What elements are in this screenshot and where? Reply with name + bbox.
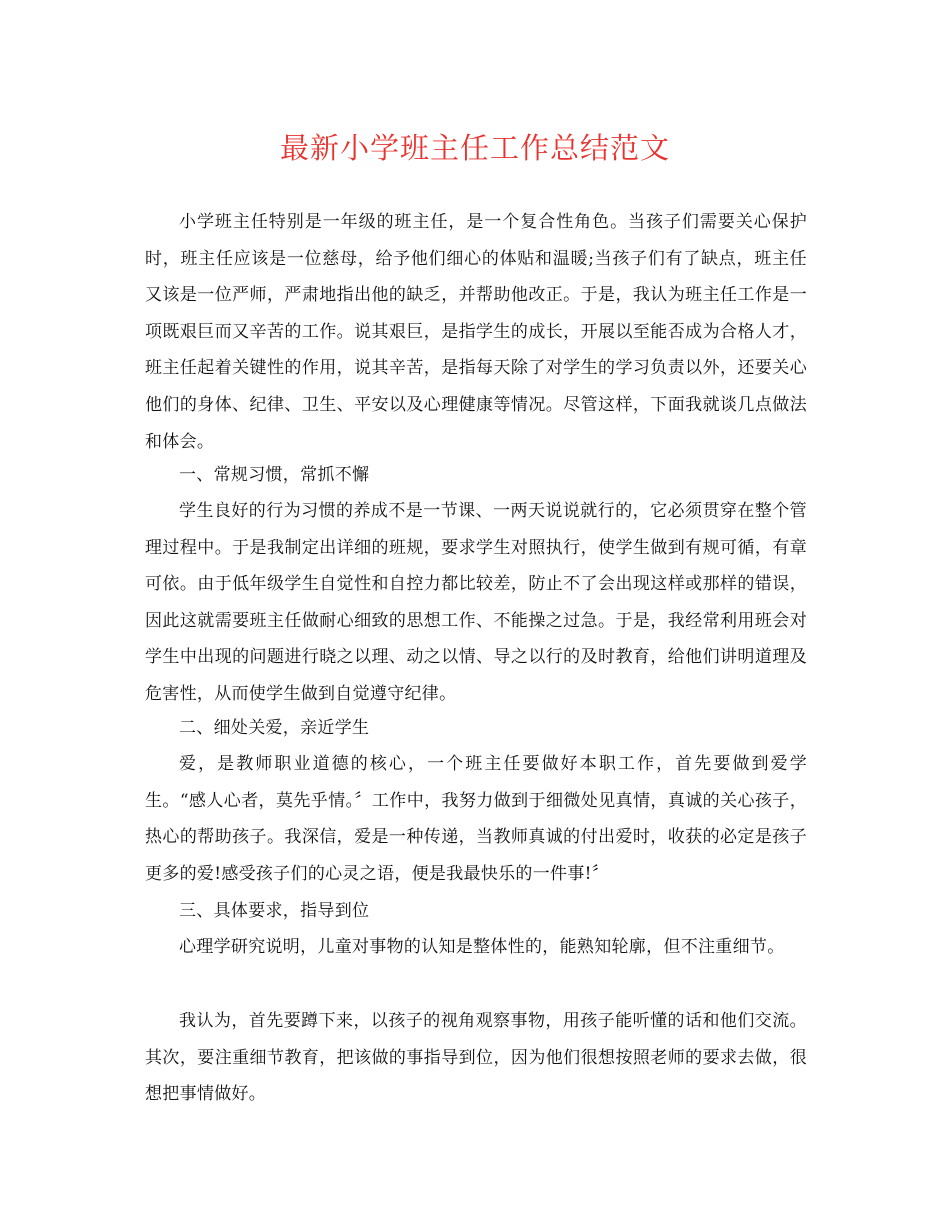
section-heading-1: 一、常规习惯，常抓不懈 xyxy=(179,465,370,485)
paragraph-3: 心理学研究说明，儿童对事物的认知是整体性的，能熟知轮廓，但不注重细节。 xyxy=(179,937,785,957)
paragraph-2: 爱，是教师职业道德的核心，一个班主任要做好本职工作，首先要做到爱学生。“感人心者，莫先乎情。〞工作中，我努力做到于细微处见真情，真诚的关心孩子，热心的帮助孩子。我深信，爱是一种传递，当教师真诚的付出爱时，收获的必定是孩子更多的爱!感受孩子们的心灵之语，便是我最快乐的一件事!〞 xyxy=(145,754,807,884)
section-heading-3: 三、具体要求，指导到位 xyxy=(179,901,370,921)
paragraph-intro: 小学班主任特别是一年级的班主任，是一个复合性角色。当孩子们需要关心保护时，班主任应该是一位慈母，给予他们细心的体贴和温暖;当孩子们有了缺点，班主任又该是一位严师，严肃地指出他的缺乏，并帮助他改正。于是，我认为班主任工作是一项既艰巨而又辛苦的工作。说其艰巨，是指学生的成长，开展以至能否成为合格人才，班主任起着关键性的作用，说其辛苦，是指每天除了对学生的学习负责以外，还要关心他们的身体、纪律、卫生、平安以及心理健康等情况。尽管这样，下面我就谈几点做法和体会。 xyxy=(145,212,807,452)
section-heading-2: 二、细处关爱，亲近学生 xyxy=(179,718,370,738)
paragraph-4: 我认为，首先要蹲下来，以孩子的视角观察事物，用孩子能听懂的话和他们交流。其次，要注重细节教育，把该做的事指导到位，因为他们很想按照老师的要求去做，很想把事情做好。 xyxy=(145,1011,807,1105)
paragraph-1: 学生良好的行为习惯的养成不是一节课、一两天说说就行的，它必须贯穿在整个管理过程中。于是我制定出详细的班规，要求学生对照执行，使学生做到有规可循，有章可依。由于低年级学生自觉性和自控力都比较差，防止不了会出现这样或那样的错误，因此这就需要班主任做耐心细致的思想工作、不能操之过急。于是，我经常利用班会对学生中出现的问题进行晓之以理、动之以情、导之以行的及时教育，给他们讲明道理及危害性，从而使学生做到自觉遵守纪律。 xyxy=(145,501,807,704)
document-title: 最新小学班主任工作总结范文 xyxy=(279,131,670,165)
